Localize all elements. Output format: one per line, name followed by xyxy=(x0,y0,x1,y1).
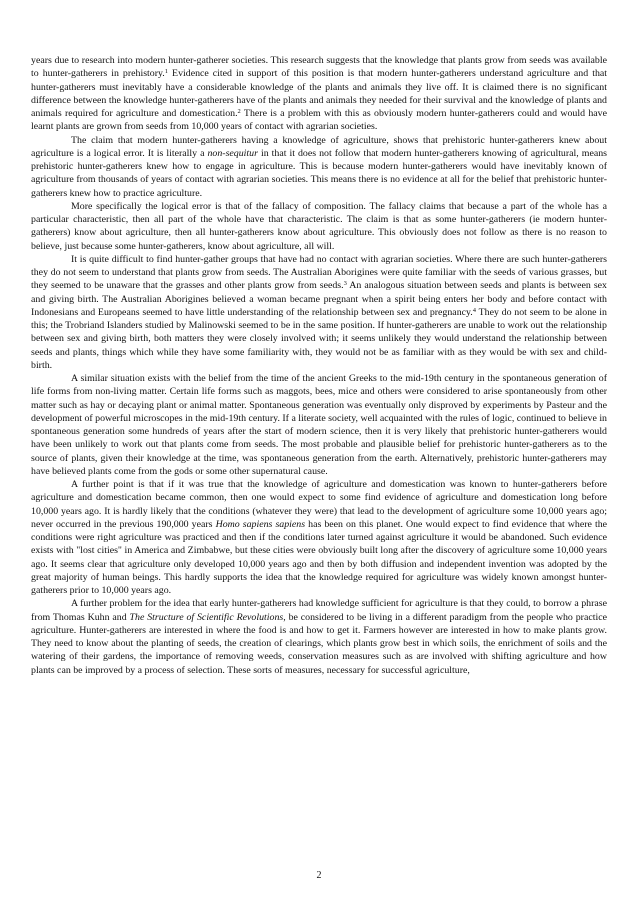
document-page xyxy=(31,54,607,854)
paragraph-6 xyxy=(31,478,607,597)
footnote-marker: 4 xyxy=(472,306,477,314)
text-run: It is quite difficult to find hunter-gather groups that have had no contact with agrarian societies. Where there are such hunter-gatherers they do not seem to understand that plants grow from seeds. The Australian Aborigines were quite familiar with the seeds of various grasses, but they seemed to be unaware that the grasses and other plants grow from seeds. xyxy=(31,253,607,292)
text-run: A further problem for the idea that early hunter-gatherers had knowledge sufficient for agriculture is that they could, to borrow a phrase from Thomas Kuhn and xyxy=(31,598,607,623)
footnote-marker: 1 xyxy=(164,68,169,76)
paragraph-5 xyxy=(31,372,607,478)
text-run: They do not seem to be alone in this; the Trobriand Islanders studied by Malinowski seemed to be in the same position. If hunter-gatherers are unable to work out the relationship between sex and giving birth, both matters they were closely involved with; it seems unlikely they would understand the relationship between seeds and plants, things which while they have some familiarity with, they would not be as familiar with as they would be with sex and child-birth. xyxy=(31,306,607,371)
text-run: in that it does not follow that modern hunter-gatherers knowing of agricultural, means prehistoric hunter-gatherers knew how to engage in agriculture. This is because modern hunter-gatherers would have inevitably known of agriculture from thousands of years of contact with agrarian societies. This means there is no evidence at all for the belief that prehistoric hunter-gatherers knew how to practice agriculture. xyxy=(31,147,607,199)
text-run: There is a problem with this as obviously modern hunter-gatherers could and would have learnt plants are grown from seeds from 10,000 years of contact with agrarian societies. xyxy=(31,108,607,133)
italic-text: The Structure of Scientific Revolutions xyxy=(129,611,284,623)
footnote-marker: 2 xyxy=(237,108,241,115)
footnote-marker: 3 xyxy=(343,280,347,288)
paragraph-1 xyxy=(31,54,607,134)
text-run: has been on this planet. One would expect to find evidence that where the conditions were right agriculture was practiced and then if the conditions later turned against agriculture it would be abandoned. Such evidence exists with "lost cities" in America and Zimbabwe, but these cities were obviously built long after the discovery of agriculture some 10,000 years ago. It seems clear that agriculture only developed 10,000 years ago and then by both diffusion and independent invention was adopted by the great majority of human beings. This hardly supports the idea that the knowledge required for agriculture was widely known amongst hunter-gatherers prior to 10,000 years ago. xyxy=(31,518,607,596)
text-run: An analogous situation between seeds and plants is between sex and giving birth. The Australian Aborigines believed a woman became pregnant when a spirit being enters her body and before contact with Indonesians and Europeans seemed to have little understanding of the relationship between sex and pregnancy. xyxy=(31,280,607,318)
page-number: 2 xyxy=(316,870,322,881)
paragraph-4 xyxy=(31,253,607,372)
text-run: More specifically the logical error is that of the fallacy of composition. The fallacy claims that because a part of the whole has a particular characteristic, then all part of the whole have that characteristic. The claim is that as some hunter-gatherers (ie modern hunter-gatherers) know about agriculture, then all hunter-gatherers know about agriculture. This obviously does not follow as there is no reason to believe, just because some hunter-gatherers, know about agriculture, all will. xyxy=(31,200,607,252)
text-run: , be considered to be living in a different paradigm from the people who practice agriculture. Hunter-gatherers are interested in where the food is and how to get it. Farmers however are interested in how to make plants grow. They need to know about the planting of seeds, the creation of clearings, which plants grow best in which soils, the enrichment of soils and the watering of their gardens, the importance of removing weeds, conservation measures such as are involved with shifting agriculture and how plants can be improved by a process of selection. These sorts of measures, necessary for successful agriculture, xyxy=(31,611,607,676)
italic-text: Homo sapiens sapiens xyxy=(215,518,306,530)
text-run: Evidence cited in support of this position is that modern hunter-gatherers understand agriculture and that hunter-gatherers must inevitably have a considerable knowledge of the plants and animals they live off. It is claimed there is no significant difference between the knowledge hunter-gatherers have of the plants and animals they needed for their survival and the knowledge of plants and animals required for agriculture and domestication. xyxy=(31,68,607,119)
text-run: A further point is that if it was true that the knowledge of agriculture and domestication was known to hunter-gatherers before agriculture and domestication became common, then one would expect to some find evidence of agriculture and domestication long before 10,000 years ago. It is hardly likely that the conditions (whatever they were) that lead to the development of agriculture some 10,000 years ago; never occurred in the previous 190,000 years xyxy=(31,479,607,530)
paragraph-2 xyxy=(31,134,607,200)
text-run: The claim that modern hunter-gatherers having a knowledge of agriculture, shows that prehistoric hunter-gatherers knew about agriculture is a logical error. It is literally a xyxy=(31,134,607,159)
italic-text: non-sequitur xyxy=(207,147,258,159)
text-run: years due to research into modern hunter-gatherer societies. This research suggests that the knowledge that plants grow from seeds was available to hunter-gatherers in prehistory. xyxy=(31,55,607,80)
paragraph-7 xyxy=(31,597,607,677)
text-run: A similar situation exists with the belief from the time of the ancient Greeks to the mid-19th century in the spontaneous generation of life forms from non-living matter. Certain life forms such as maggots, bees, mice and others were considered to arise spontaneously from other matter such as hay or decaying plant or animal matter. Spontaneous generation was eventually only disproved by experiments by Pasteur and the development of powerful microscopes in the mid-19th century. If a literate society, well acquainted with the rules of logic, continued to believe in spontaneous generation some hundreds of years after the start of modern science, then it is very likely that prehistoric hunter-gatherers would have been unlikely to work out that plants come from seeds. The most probable and plausible belief for prehistoric hunter-gatherers as to the source of plants, given their knowledge at the time, was spontaneous generation from the earth. Alternatively, prehistoric hunter-gatherers may have believed plants come from the gods or some other supernatural cause. xyxy=(31,373,607,477)
paragraph-3 xyxy=(31,200,607,253)
